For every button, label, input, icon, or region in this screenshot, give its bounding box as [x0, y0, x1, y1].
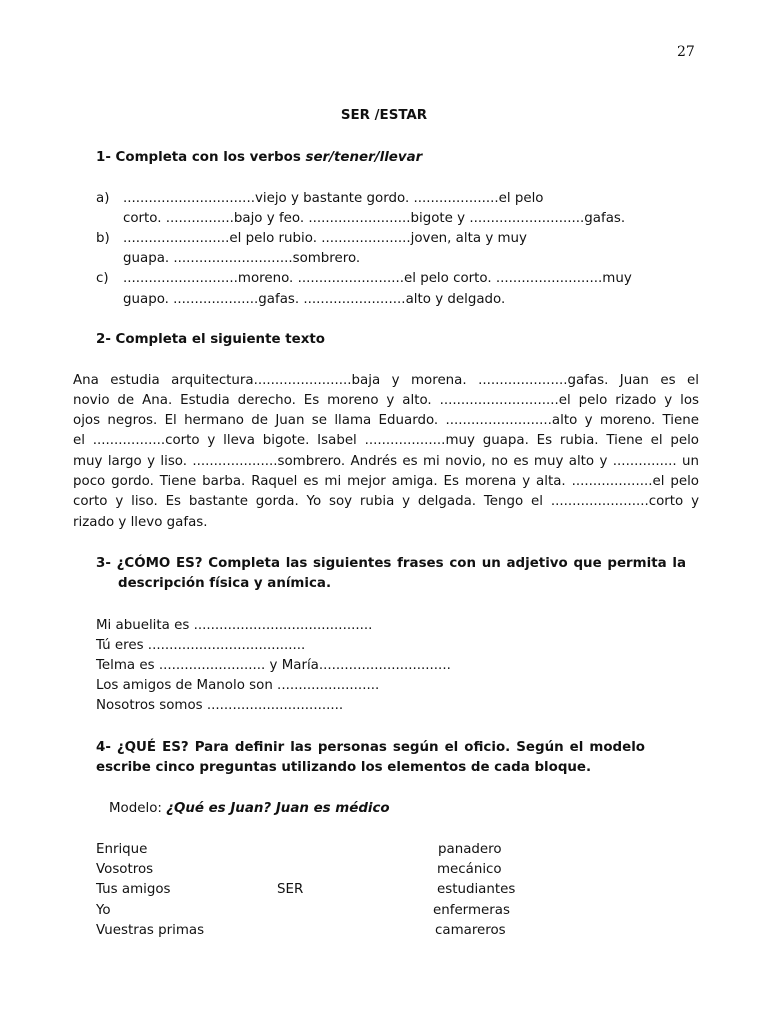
exercise-b-label: b): [96, 231, 110, 246]
page-title: SER /ESTAR: [340, 108, 428, 123]
exercise-b-line2: guapa. ............................sombrero.: [123, 251, 361, 266]
section-3-heading-line2: descripción física y anímica.: [118, 576, 332, 591]
text-line: corto y liso. Es bastante gorda. Yo soy rubia y delgada. Tengo el .......................corto y: [73, 494, 699, 509]
text-line: novio de Ana. Estudia derecho. Es moreno y alto. ............................el pelo rizado y los: [73, 393, 699, 408]
exercise-a-line2: corto. ................bajo y feo. ........................bigote y ...........................gafas.: [123, 211, 626, 226]
verb-ser: SER: [277, 882, 304, 897]
sentence-line: Tú eres .....................................: [96, 638, 306, 653]
section-2-heading: 2- Completa el siguiente texto: [96, 332, 325, 347]
exercise-a-line1: ...............................viejo y bastante gordo. ....................el pelo: [123, 191, 544, 206]
subject-item: Vuestras primas: [96, 923, 205, 938]
text-line: ojos negros. El hermano de Juan se llama Eduardo. .........................alto y moreno. Tiene: [73, 413, 699, 428]
section-3-heading-line1: 3- ¿CÓMO ES? Completa las siguientes frases con un adjetivo que permita la: [96, 556, 686, 571]
model-label: Modelo:: [109, 801, 167, 816]
subject-item: Enrique: [96, 842, 148, 857]
exercise-b-line1: .........................el pelo rubio. .....................joven, alta y muy: [123, 231, 527, 246]
model-text: ¿Qué es Juan? Juan es médico: [166, 801, 390, 816]
exercise-c-label: c): [96, 271, 109, 286]
profession-item: enfermeras: [433, 903, 510, 918]
sentence-line: Telma es ......................... y María...............................: [96, 658, 451, 673]
profession-item: estudiantes: [437, 882, 516, 897]
sentence-line: Nosotros somos ................................: [96, 698, 344, 713]
section-1-heading: [96, 150, 422, 165]
text-line: poco gordo. Tiene barba. Raquel es mi mejor amiga. Es morena y alta. ...................el pelo: [73, 474, 699, 489]
profession-item: camareros: [435, 923, 506, 938]
sentence-line: Los amigos de Manolo son ........................: [96, 678, 380, 693]
section-1-heading-text: 1- Completa con los verbos: [96, 150, 306, 165]
section-4-heading-line1: 4- ¿QUÉ ES? Para definir las personas según el oficio. Según el modelo: [96, 740, 645, 755]
text-line: el .................corto y lleva bigote. Isabel ...................muy guapa. Es rubia. Tiene el pelo: [73, 433, 699, 448]
model-example: [109, 801, 390, 816]
exercise-a-label: a): [96, 191, 110, 206]
section-4-heading-line2: escribe cinco preguntas utilizando los elementos de cada bloque.: [96, 760, 592, 775]
subject-item: Tus amigos: [96, 882, 171, 897]
subject-item: Vosotros: [96, 862, 154, 877]
text-line: Ana estudia arquitectura.......................baja y morena. .....................gafas. Juan es el: [73, 373, 699, 388]
section-1-heading-verbs: ser/tener/llevar: [305, 150, 423, 165]
profession-item: panadero: [438, 842, 502, 857]
page-number: 27: [677, 44, 695, 60]
sentence-line: Mi abuelita es ..........................................: [96, 618, 373, 633]
subject-item: Yo: [96, 903, 111, 918]
text-line: rizado y llevo gafas.: [73, 515, 208, 530]
exercise-c-line2: guapo. ....................gafas. ........................alto y delgado.: [123, 292, 506, 307]
text-line: muy largo y liso. ....................sombrero. Andrés es mi novio, no es muy alto y ............... un: [73, 454, 699, 469]
exercise-c-line1: ...........................moreno. .........................el pelo corto. .........................muy: [123, 271, 632, 286]
profession-item: mecánico: [437, 862, 502, 877]
